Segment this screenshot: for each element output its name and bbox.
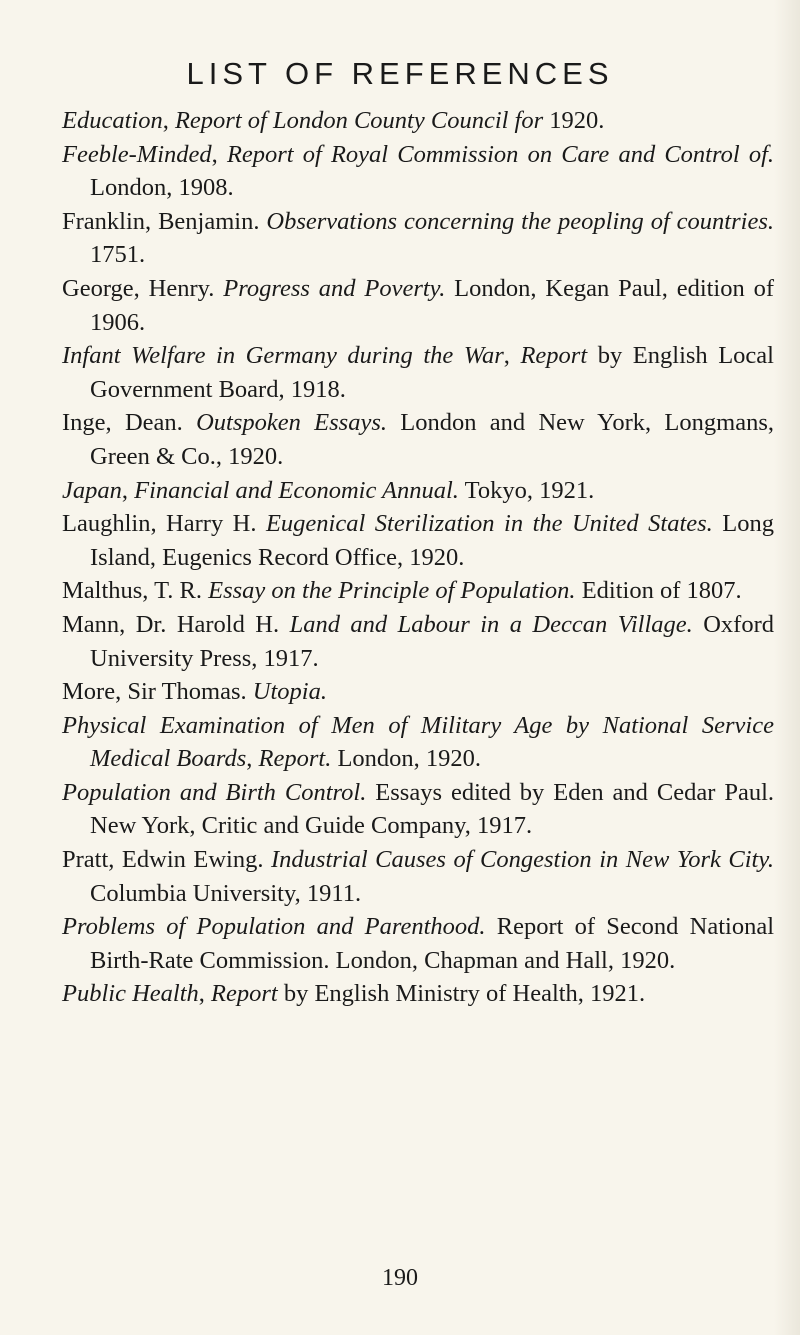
reference-text: , bbox=[121, 476, 135, 504]
reference-entry bbox=[62, 776, 774, 843]
reference-title-text: Education bbox=[62, 107, 163, 134]
reference-title-text: Infant Welfare in Germany during the War bbox=[62, 342, 504, 370]
reference-text: Pratt, Edwin Ewing. bbox=[62, 846, 272, 874]
reference-text: , bbox=[198, 980, 212, 1008]
reference-text: Edition of 1807. bbox=[575, 577, 742, 605]
reference-text: Columbia University, 1911. bbox=[90, 879, 362, 907]
reference-text: Essays edited by Eden and Cedar Paul. New York, Critic and Guide Company, 1917. bbox=[90, 778, 774, 840]
reference-entry bbox=[62, 910, 774, 977]
reference-entry bbox=[62, 675, 774, 709]
reference-title-text: Progress and Poverty. bbox=[223, 274, 446, 302]
reference-title-text: Eugenical Sterilization in the United States. bbox=[265, 510, 713, 538]
reference-title-text: Observations concerning the peopling of countries. bbox=[266, 207, 774, 235]
reference-text: Long Island, Eugenics Record Office, 1920. bbox=[90, 510, 774, 571]
reference-title-text: Land and Labour in a Deccan Village. bbox=[289, 610, 693, 638]
reference-text: London, 1908. bbox=[90, 174, 234, 202]
reference-title-text: Problems of Population and Parenthood. bbox=[62, 913, 486, 941]
reference-text: London and New York, Longmans, Green & Co., 1920. bbox=[90, 409, 774, 470]
reference-entry bbox=[62, 339, 774, 406]
reference-title-text: Utopia. bbox=[252, 678, 327, 706]
reference-title-text: Financial and Economic Annual. bbox=[134, 476, 459, 504]
reference-text: Inge, Dean. bbox=[62, 409, 197, 437]
reference-text: , bbox=[211, 140, 227, 168]
reference-title-text: Report. bbox=[258, 745, 332, 773]
reference-title-text: Public Health bbox=[62, 980, 199, 1008]
reference-title-text: Physical Examination of Men of Military Age by National Service Medical Boards bbox=[62, 711, 774, 773]
reference-text: Report of Second National Birth-Rate Commission. London, Chapman and Hall, 1920. bbox=[90, 913, 775, 974]
reference-entry bbox=[62, 406, 774, 473]
reference-entry bbox=[62, 574, 774, 608]
reference-text: 1920. bbox=[543, 107, 605, 134]
reference-text: , bbox=[246, 745, 259, 773]
reference-title-text: Japan bbox=[62, 476, 122, 504]
reference-text: Laughlin, Harry H. bbox=[62, 510, 266, 538]
page-heading: LIST OF REFERENCES bbox=[186, 56, 614, 91]
reference-entry bbox=[62, 272, 774, 339]
reference-entry bbox=[62, 608, 774, 675]
reference-text: 1751. bbox=[90, 241, 146, 269]
reference-entry bbox=[62, 507, 774, 574]
reference-text: by English Local Government Board, 1918. bbox=[90, 342, 774, 403]
reference-title-text: Report of London County Council for bbox=[174, 107, 544, 134]
reference-text: London, 1920. bbox=[331, 745, 482, 773]
reference-text: George, Henry. bbox=[62, 274, 224, 302]
reference-text: Oxford University Press, 1917. bbox=[90, 610, 774, 672]
reference-entry bbox=[62, 104, 774, 138]
reference-title-text: Report bbox=[520, 342, 588, 370]
reference-title-text: Industrial Causes of Congestion in New York City. bbox=[271, 846, 774, 874]
reference-text: More, Sir Thomas. bbox=[62, 678, 253, 706]
reference-entry bbox=[62, 205, 774, 272]
reference-title-text: Feeble-Minded bbox=[62, 140, 212, 168]
reference-text: Malthus, T. R. bbox=[62, 577, 209, 605]
reference-title-text: Population and Birth Control. bbox=[62, 778, 367, 806]
page-edge-shadow bbox=[774, 0, 800, 1335]
reference-title-text: Report of Royal Commission on Care and Control of. bbox=[226, 140, 775, 168]
reference-text: Franklin, Benjamin. bbox=[62, 207, 267, 235]
reference-text: , bbox=[503, 342, 521, 370]
reference-list bbox=[62, 104, 774, 1011]
reference-title-text: Essay on the Principle of Population. bbox=[208, 577, 576, 605]
reference-text: , bbox=[162, 107, 175, 134]
reference-text: by English Ministry of Health, 1921. bbox=[277, 980, 646, 1008]
reference-entry bbox=[62, 709, 774, 776]
reference-title-text: Outspoken Essays. bbox=[196, 409, 387, 437]
reference-text: Mann, Dr. Harold H. bbox=[62, 610, 290, 638]
reference-entry bbox=[62, 474, 774, 508]
page-number: 190 bbox=[382, 1265, 418, 1291]
reference-text: London, Kegan Paul, edition of 1906. bbox=[90, 274, 774, 336]
reference-entry bbox=[62, 977, 774, 1011]
reference-entry bbox=[62, 843, 774, 910]
reference-text: Tokyo, 1921. bbox=[458, 476, 595, 504]
reference-title-text: Report bbox=[211, 980, 278, 1008]
reference-entry bbox=[62, 138, 774, 205]
